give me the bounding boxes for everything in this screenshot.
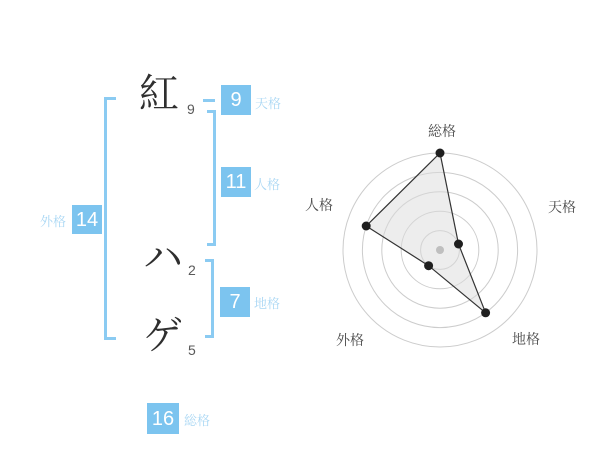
soukaku-label: 総格 [184, 413, 211, 428]
stroke-count-2: 2 [188, 262, 196, 278]
name-char-3: ゲ [143, 314, 183, 358]
stroke-count-3: 5 [188, 342, 196, 358]
gaikaku-bracket [104, 97, 116, 340]
jinkaku-value-box: 11 [221, 167, 251, 197]
jinkaku-bracket [207, 110, 216, 246]
tenkaku-value-box: 9 [221, 85, 251, 115]
tenkaku-tick [203, 99, 215, 102]
soukaku-value-box: 16 [147, 403, 179, 434]
gaikaku-label: 外格 [40, 214, 67, 229]
name-char-1: 紅 [139, 72, 179, 116]
radar-label-tenkaku: 天格 [548, 199, 576, 215]
chikaku-bracket [205, 259, 214, 338]
radar-label-jinkaku: 人格 [305, 197, 333, 213]
stroke-count-1: 9 [187, 101, 195, 117]
name-char-2: ハ [143, 236, 183, 280]
chikaku-label: 地格 [254, 296, 281, 311]
radar-label-chikaku: 地格 [512, 331, 540, 347]
gaikaku-value-box: 14 [72, 205, 102, 234]
chikaku-value-box: 7 [220, 287, 250, 317]
tenkaku-label: 天格 [255, 96, 282, 111]
radar-label-soukaku: 総格 [428, 123, 456, 139]
radar-label-gaikaku: 外格 [336, 332, 364, 348]
jinkaku-label: 人格 [254, 177, 281, 192]
